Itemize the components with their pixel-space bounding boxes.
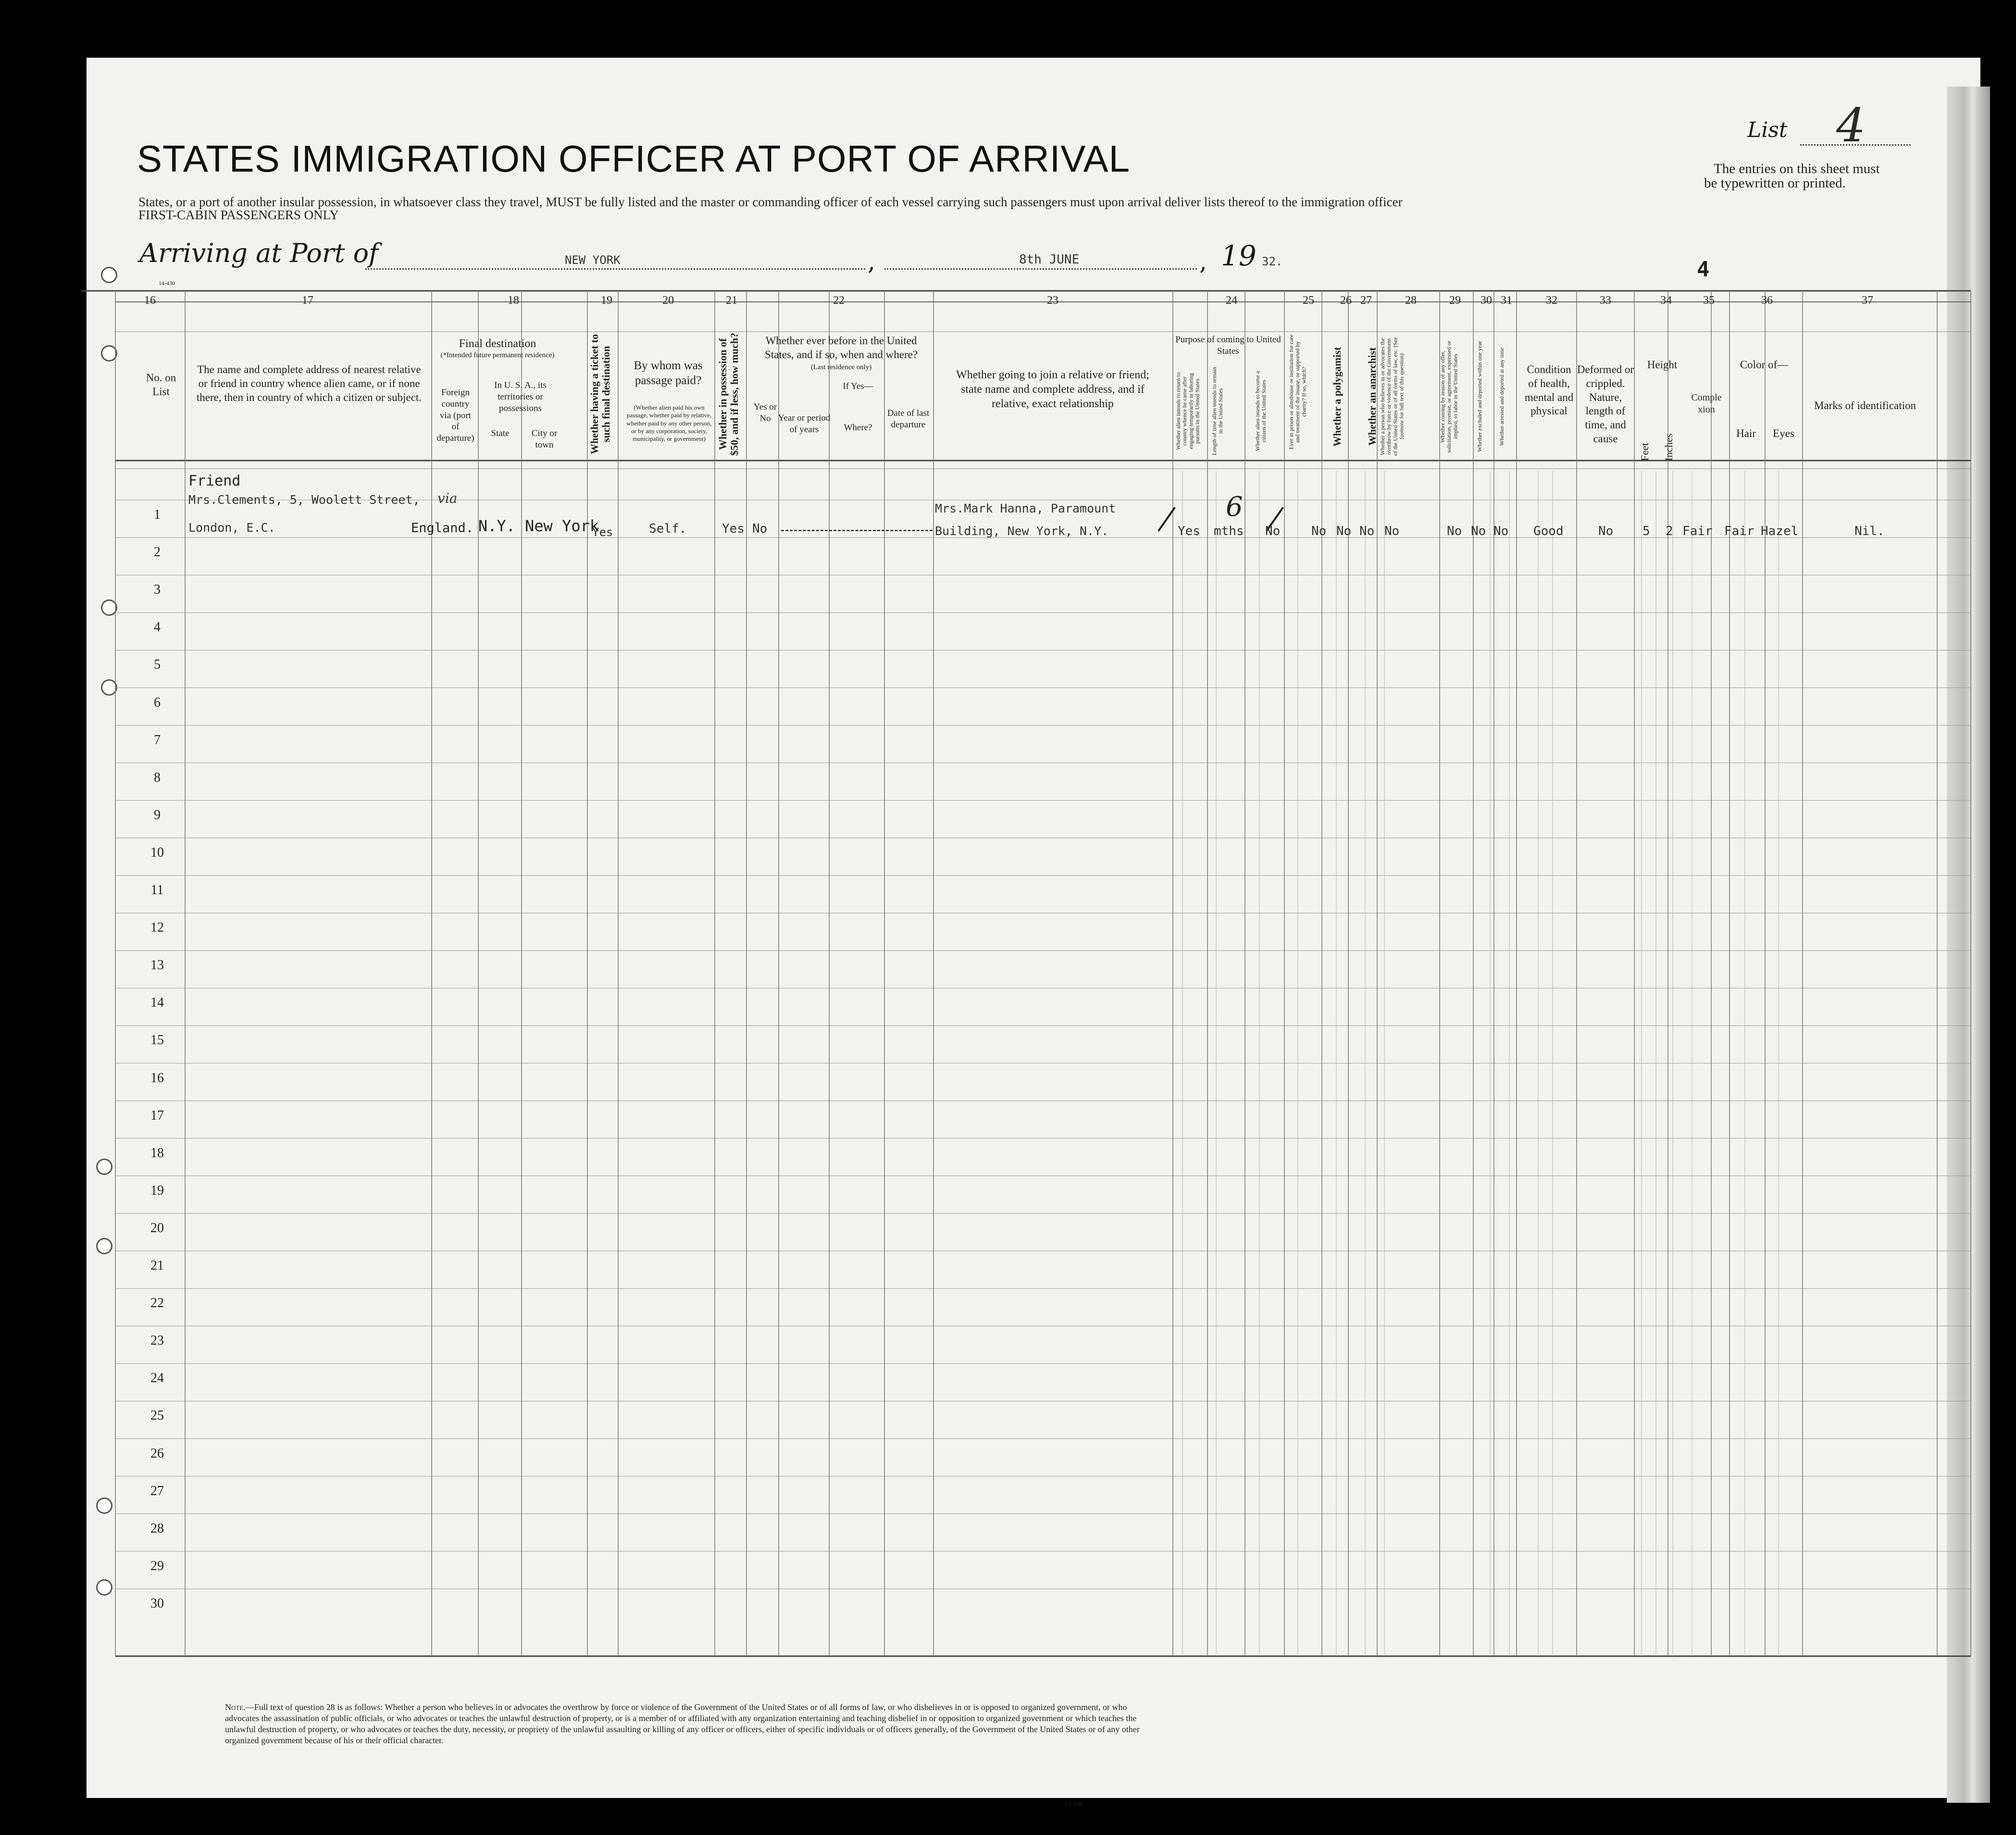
row-number: 1	[154, 507, 161, 522]
row-number: 24	[150, 1371, 164, 1386]
column-number: 26	[1340, 294, 1352, 307]
header-marks: Marks of identification	[1814, 399, 1916, 412]
punch-hole	[96, 1159, 112, 1175]
entry-dash-line	[781, 530, 933, 531]
header-ticket: Whether having a ticket to such final destination	[588, 334, 612, 455]
year-suffix: 32.	[1262, 255, 1283, 268]
entry-hair: Fair	[1724, 524, 1755, 538]
entry-become-citizen: No	[1265, 524, 1281, 538]
entry-health: Good	[1533, 524, 1564, 538]
header-eyes: Eyes	[1773, 427, 1794, 439]
entry-eyes: Hazel	[1761, 524, 1799, 538]
row-number: 19	[150, 1183, 164, 1198]
entry-has-50: Yes	[722, 522, 745, 536]
header-state: State	[491, 428, 510, 438]
header-become-citizen: Whether alien intends to become a citizen of the United States	[1254, 371, 1268, 451]
column-number: 28	[1405, 294, 1417, 307]
row-number: 22	[150, 1296, 164, 1311]
column-number: 36	[1761, 294, 1773, 307]
row-number: 10	[150, 845, 164, 860]
header-foreign-country: Foreign country via (port of departure)	[436, 387, 474, 443]
page-title: STATES IMMIGRATION OFFICER AT PORT OF ARRIVAL	[137, 137, 1131, 180]
entry-arrested: No	[1493, 524, 1509, 538]
header-polygamist: Whether a polygamist	[1331, 347, 1343, 447]
footnote	[225, 1702, 1153, 1746]
entry-length-unit: mths	[1214, 524, 1244, 538]
punch-hole	[101, 345, 117, 362]
header-final-destination: Final destination	[459, 337, 536, 350]
header-passage-paid-sub: (Whether alien paid his own passage, whether paid by relative, whether paid by any other person, or by any corporation, society, municipality, or government)	[626, 404, 712, 442]
header-join-relative: Whether going to join a relative or friend; state name and complete address, and if relative, exact relationship	[956, 369, 1149, 410]
row-number: 28	[150, 1521, 164, 1536]
column-number: 33	[1600, 294, 1611, 307]
header-length-of-stay: Length of time alien intends to remain in the United States	[1211, 367, 1224, 455]
punch-hole	[96, 1579, 112, 1596]
row-number: 12	[150, 920, 164, 936]
sheet-number: 4	[1697, 257, 1710, 282]
list-number: 4	[1836, 99, 1866, 152]
entry-state: N.Y.	[478, 517, 516, 535]
date-line	[884, 268, 1197, 270]
row-number: 27	[150, 1483, 164, 1498]
row-number: 17	[150, 1108, 164, 1123]
header-offer-labor: Whether coming by reason of any offer, solicitation, promise, or agreement, expressed or implied, to labor in the United States	[1439, 340, 1459, 453]
header-passage-paid: By whom was passage paid?	[634, 359, 703, 387]
header-possession-50: Whether in possession of $50, and if less, how much?	[717, 332, 741, 456]
row-number: 5	[154, 657, 161, 673]
column-number: 29	[1449, 294, 1461, 307]
row-number: 14	[150, 995, 164, 1011]
header-in-usa: In U. S. A., its territories or possessions	[494, 380, 547, 413]
row-number: 9	[154, 807, 161, 823]
header-color-of: Color of—	[1740, 359, 1789, 371]
header-height: Height	[1647, 359, 1678, 371]
header-period: Year or period of years	[778, 413, 831, 435]
column-number: 23	[1047, 294, 1058, 307]
row-number: 3	[154, 582, 161, 598]
column-number: 31	[1501, 294, 1512, 307]
header-final-destination-sub: (*Intended future permanent residence)	[440, 351, 555, 359]
entry-offer-labor: No	[1447, 524, 1462, 538]
row-number: 16	[150, 1070, 164, 1086]
column-number: 37	[1862, 294, 1873, 307]
column-number: 19	[601, 294, 612, 307]
entry-polygamist: No	[1336, 524, 1352, 538]
entry-marks: Nil.	[1854, 524, 1885, 538]
header-complexion: Complexion	[1691, 392, 1722, 415]
header-overthrow: Whether a person who believes in or advocates the overthrow by force or violence of the Government of the United States or of all forms of law, etc. (See footnote for full text of this question)	[1379, 337, 1405, 456]
header-anarchist: Whether an anarchist	[1366, 347, 1378, 446]
column-number: 24	[1226, 294, 1237, 307]
entry-prison: No	[1311, 524, 1327, 538]
footnote-text: —Full text of question 28 is as follows: Whether a person who believes in or advocates the overthrow by force or violence of the Government of the United States or of all forms of law, or who disbelieves in or is opposed to organized government, or who advocates the assassination of public officials, or who advocates or teaches the unlawful destruction of property, or is a member of or affiliated with any organization entertaining and teaching disbelief in or opposition to organized government or which teaches the unlawful destruction of property, or who advocates or teaches the duty, necessity, or propriety of the unlawful assaulting or killing of any officer or officers, either of specific individuals or of officers generally, of the Government of the United States or of any other organized government because of his or their official character.	[225, 1702, 1140, 1745]
header-yes-no: Yes or No	[753, 402, 777, 424]
row-number: 20	[150, 1220, 164, 1236]
instructions-text: States, or a port of another insular possession, in whatsoever class they travel, MUST be fully listed and the master or commanding officer of each vessel carrying such passengers must upon arrival deliver lists thereof to the immigration officer	[138, 195, 1403, 209]
column-number: 21	[726, 294, 737, 307]
header-nearest-relative: The name and complete address of nearest relative or friend in country whence alien came, or if none there, then in country of which a citizen or subject.	[196, 363, 422, 403]
header-last-departure: Date of last departure	[887, 408, 930, 430]
header-excluded: Whether excluded and deported within one year	[1476, 341, 1483, 452]
typed-note: be typewritten or printed.	[1704, 175, 1846, 191]
header-before-in-us: Whether ever before in the United States, and if so, when and where?	[764, 335, 918, 361]
header-list-number: No. on List	[146, 372, 176, 398]
row-number: 7	[154, 732, 161, 748]
row-number: 25	[150, 1408, 164, 1423]
header-intends-return: Whether alien intends to return to country whence he came after engaging temporarily in laboring pursuits in the United States	[1175, 372, 1201, 450]
entry-overthrow: No	[1384, 524, 1400, 538]
column-number: 17	[302, 294, 313, 307]
header-city: City or town	[531, 428, 558, 450]
header-feet: Feet	[1639, 443, 1651, 461]
footnote-form-number: 14-430	[1065, 1800, 1083, 1808]
entry-before-in-us: No	[752, 522, 768, 536]
entry-foreign-country: England.	[411, 521, 474, 536]
comma: ,	[868, 248, 875, 275]
column-number: 30	[1481, 294, 1492, 307]
punch-hole	[96, 1238, 112, 1254]
form-number: 14-430	[159, 280, 175, 287]
column-number: 20	[662, 294, 674, 307]
header-before-in-us-sub: (Last residence only)	[810, 363, 872, 371]
entry-intends-return: Yes	[1178, 524, 1200, 538]
column-number: 27	[1360, 294, 1372, 307]
header-arrested: Whether arrested and deported at any time	[1498, 348, 1505, 446]
date-value: 8th JUNE	[1019, 252, 1080, 267]
header-deformed: Deformed or crippled. Nature, length of time, and cause	[1577, 363, 1634, 445]
header-purpose: Purpose of coming to United States	[1175, 335, 1281, 356]
entry-excluded: No	[1471, 524, 1486, 538]
row-number: 18	[150, 1145, 164, 1161]
row-number: 23	[150, 1333, 164, 1348]
column-number: 25	[1303, 294, 1314, 307]
typed-note: The entries on this sheet must	[1714, 161, 1880, 176]
header-if-yes: If Yes—	[843, 381, 873, 391]
header-inches: Inches	[1663, 433, 1675, 461]
header-where: Where?	[844, 423, 872, 433]
cabin-class: FIRST-CABIN PASSENGERS ONLY	[138, 208, 339, 222]
entry-inches: 2	[1666, 524, 1673, 538]
footnote-label: Note.	[225, 1702, 246, 1712]
row-number: 30	[150, 1596, 164, 1611]
punch-hole	[101, 679, 117, 696]
punch-hole	[96, 1498, 112, 1514]
entry-join-address: Mrs.Mark Hanna, Paramount	[935, 501, 1116, 515]
entry-length-num: 6	[1226, 491, 1243, 523]
row-number: 6	[154, 695, 161, 710]
port-value: NEW YORK	[565, 253, 621, 267]
row-number: 13	[150, 958, 164, 973]
entry-feet: 5	[1643, 524, 1650, 538]
arriving-label: Arriving at Port of	[139, 238, 379, 268]
punch-hole	[101, 599, 117, 616]
entry-ticket: Yes	[592, 525, 613, 539]
entry-relative-address: London, E.C.	[188, 521, 275, 535]
comma: ,	[1199, 248, 1207, 275]
header-health: Condition of health, mental and physical	[1524, 363, 1574, 417]
header-hair: Hair	[1736, 427, 1756, 439]
entry-anarchist: No	[1359, 524, 1375, 538]
manifest-sheet	[87, 58, 1980, 1798]
row-number: 4	[154, 620, 161, 635]
entry-city: New York	[525, 517, 599, 535]
entry-join-address: Building, New York, N.Y.	[935, 524, 1109, 538]
header-prison: Ever in prison or almshouse or institution for care and treatment of the insane, or supported by charity? If so, which?	[1288, 334, 1307, 449]
column-number: 34	[1660, 294, 1672, 307]
entry-relation: Friend	[188, 473, 241, 489]
column-number: 32	[1546, 294, 1557, 307]
row-number: 8	[154, 770, 161, 785]
row-number: 26	[150, 1446, 164, 1461]
year-prefix: 19	[1221, 239, 1257, 272]
column-number: 16	[144, 294, 156, 307]
row-number: 21	[150, 1258, 164, 1273]
port-line	[365, 268, 865, 270]
row-number: 29	[150, 1558, 164, 1573]
column-number: 35	[1703, 294, 1715, 307]
row-number: 11	[150, 883, 164, 898]
entry-deformed: No	[1598, 524, 1614, 538]
entry-relative-address: Mrs.Clements, 5, Woolett Street,	[188, 493, 420, 507]
entry-via-mark: via	[437, 490, 458, 506]
entry-paid-by: Self.	[649, 522, 687, 536]
sheet-edge	[1947, 87, 1990, 1803]
list-label: List	[1747, 118, 1788, 142]
row-number: 2	[154, 545, 161, 560]
column-number: 18	[508, 294, 519, 307]
column-number: 22	[833, 294, 845, 307]
entry-complexion: Fair	[1682, 524, 1713, 538]
punch-hole	[101, 267, 117, 283]
row-number: 15	[150, 1033, 164, 1048]
